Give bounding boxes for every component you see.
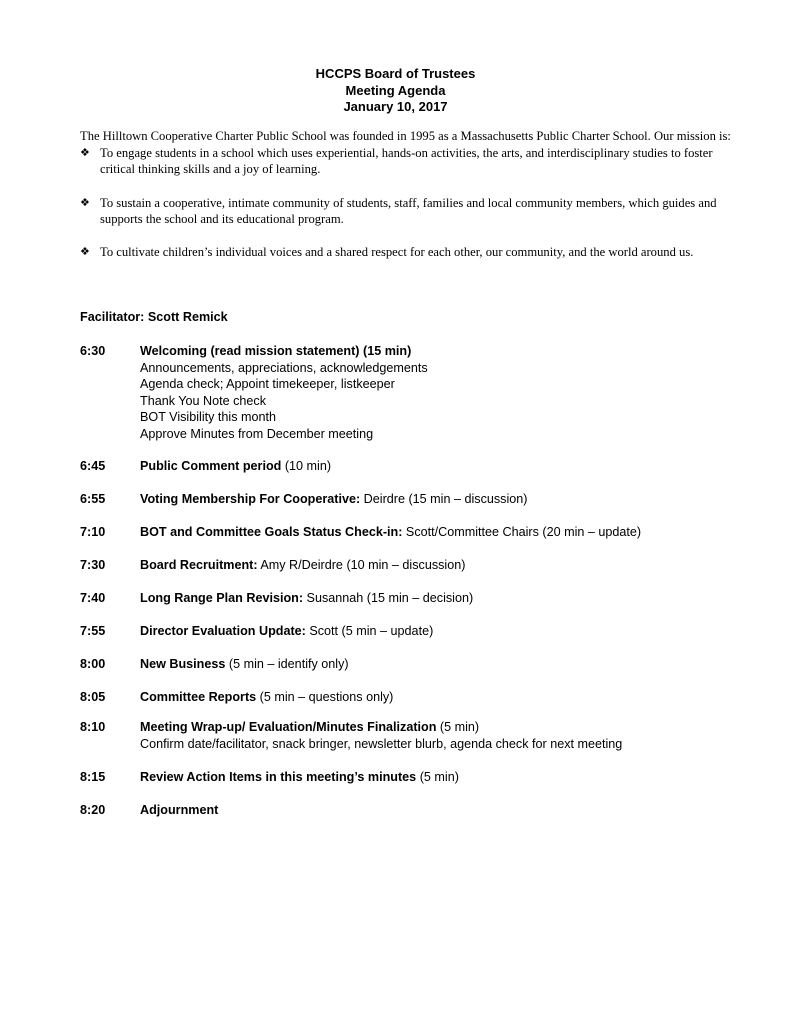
agenda-item — [80, 689, 760, 706]
agenda-item-line — [140, 458, 760, 475]
agenda-time: 7:40 — [80, 591, 106, 605]
agenda-item-title: New Business — [140, 657, 226, 671]
agenda-item-line — [140, 719, 760, 736]
agenda-item-body — [140, 689, 760, 706]
agenda-item — [80, 623, 760, 640]
agenda-item-detail: (10 min) — [281, 459, 332, 473]
agenda-item-line — [140, 491, 760, 508]
facilitator-line: Facilitator: Scott Remick — [80, 310, 228, 324]
agenda-item-body — [140, 656, 760, 673]
agenda-item-line — [140, 590, 760, 607]
agenda-time: 8:05 — [80, 690, 106, 704]
agenda-item-title: Committee Reports — [140, 690, 257, 704]
mission-item — [80, 145, 740, 178]
agenda-item-title: Voting Membership For Cooperative: — [140, 492, 361, 506]
agenda-item-detail: (5 min) — [436, 720, 480, 734]
agenda-subitem: Approve Minutes from December meeting — [140, 426, 374, 441]
agenda-subitem-list — [140, 360, 760, 443]
agenda-item-line — [140, 557, 760, 574]
mission-item-text: To cultivate children’s individual voices and a shared respect for each other, our community, and the world around us. — [100, 244, 694, 259]
agenda-item — [80, 719, 760, 752]
agenda-time: 6:55 — [80, 492, 106, 506]
agenda-item-detail: Scott (5 min – update) — [305, 624, 434, 638]
agenda-item-line — [140, 689, 760, 706]
agenda-item-body — [140, 458, 760, 475]
agenda-time: 6:30 — [80, 344, 106, 358]
header-title: HCCPS Board of Trustees — [315, 66, 476, 81]
agenda-item-body — [140, 590, 760, 607]
mission-list — [80, 145, 740, 261]
mission-item — [80, 244, 740, 261]
agenda-subitem: Agenda check; Appoint timekeeper, listkeeper — [140, 377, 395, 391]
agenda-item-detail: Amy R/Deirdre (10 min – discussion) — [257, 558, 466, 572]
agenda-item — [80, 491, 760, 508]
agenda-time: 7:55 — [80, 624, 106, 638]
agenda-item — [80, 656, 760, 673]
agenda-time: 8:20 — [80, 803, 106, 817]
agenda-subitem: Announcements, appreciations, acknowledgements — [140, 360, 428, 375]
header-date: January 10, 2017 — [343, 99, 448, 114]
agenda-item-body — [140, 557, 760, 574]
agenda-item — [80, 590, 760, 607]
agenda-item-body — [140, 802, 760, 819]
agenda-item-detail: Scott/Committee Chairs (20 min – update) — [402, 525, 642, 539]
agenda-item-title: BOT and Committee Goals Status Check-in: — [140, 525, 403, 539]
agenda-time: 7:30 — [80, 558, 106, 572]
agenda-item-body — [140, 719, 760, 752]
agenda-item-line — [140, 524, 760, 541]
agenda-time: 7:10 — [80, 525, 106, 539]
agenda-item-body — [140, 524, 760, 541]
diamond-bullet-icon: ❖ — [80, 145, 90, 159]
agenda-item — [80, 769, 760, 786]
agenda-item-line — [140, 656, 760, 673]
document-header — [0, 66, 791, 116]
mission-item-text: To sustain a cooperative, intimate community of students, staff, families and local community members, which guides and supports the school and its educational program. — [100, 195, 717, 226]
agenda-item-title: Adjournment — [140, 803, 219, 817]
agenda-item-detail: (5 min – identify only) — [225, 657, 349, 671]
agenda-item-title: Long Range Plan Revision: — [140, 591, 304, 605]
agenda-item — [80, 557, 760, 574]
agenda-subitem: BOT Visibility this month — [140, 410, 277, 424]
agenda-item-detail: Susannah (15 min – decision) — [303, 591, 474, 605]
agenda-item — [80, 802, 760, 819]
agenda-item — [80, 524, 760, 541]
agenda-item — [80, 343, 760, 442]
agenda-item-body — [140, 491, 760, 508]
agenda-item-line — [140, 769, 760, 786]
agenda-item-title: Board Recruitment: — [140, 558, 258, 572]
agenda-subitem-list — [140, 736, 760, 753]
agenda-time: 8:15 — [80, 770, 106, 784]
agenda-subitem: Confirm date/facilitator, snack bringer, newsletter blurb, agenda check for next meeting — [140, 736, 623, 751]
agenda-item-line — [140, 802, 760, 819]
agenda-item-detail: (5 min – questions only) — [256, 690, 394, 704]
agenda-item-line — [140, 343, 760, 360]
agenda-item-title: Public Comment period — [140, 459, 282, 473]
agenda-time: 8:00 — [80, 657, 106, 671]
mission-item-text: To engage students in a school which uses experiential, hands-on activities, the arts, and interdisciplinary studies to foster critical thinking skills and a joy of learning. — [100, 145, 713, 176]
agenda-item-body — [140, 769, 760, 786]
diamond-bullet-icon: ❖ — [80, 195, 90, 209]
agenda-item-title: Meeting Wrap-up/ Evaluation/Minutes Finalization — [140, 720, 437, 734]
agenda-item-body — [140, 623, 760, 640]
agenda-item-detail: Deirdre (15 min – discussion) — [360, 492, 528, 506]
agenda-item-title: Director Evaluation Update: — [140, 624, 306, 638]
mission-item — [80, 195, 740, 228]
agenda-item-detail: (5 min) — [416, 770, 459, 784]
intro-paragraph: The Hilltown Cooperative Charter Public School was founded in 1995 as a Massachusetts Public Charter School. Our mission is: — [80, 129, 731, 143]
agenda-item — [80, 458, 760, 475]
agenda-item-title: Review Action Items in this meeting’s minutes — [140, 770, 417, 784]
agenda-time: 6:45 — [80, 459, 106, 473]
agenda-subitem: Thank You Note check — [140, 393, 267, 408]
agenda-item-title: Welcoming (read mission statement) (15 min) — [140, 344, 412, 358]
header-subtitle: Meeting Agenda — [345, 82, 446, 98]
mission-intro — [80, 128, 740, 276]
agenda-item-line — [140, 623, 760, 640]
agenda-item-body — [140, 343, 760, 442]
agenda-time: 8:10 — [80, 720, 106, 734]
diamond-bullet-icon: ❖ — [80, 244, 90, 258]
